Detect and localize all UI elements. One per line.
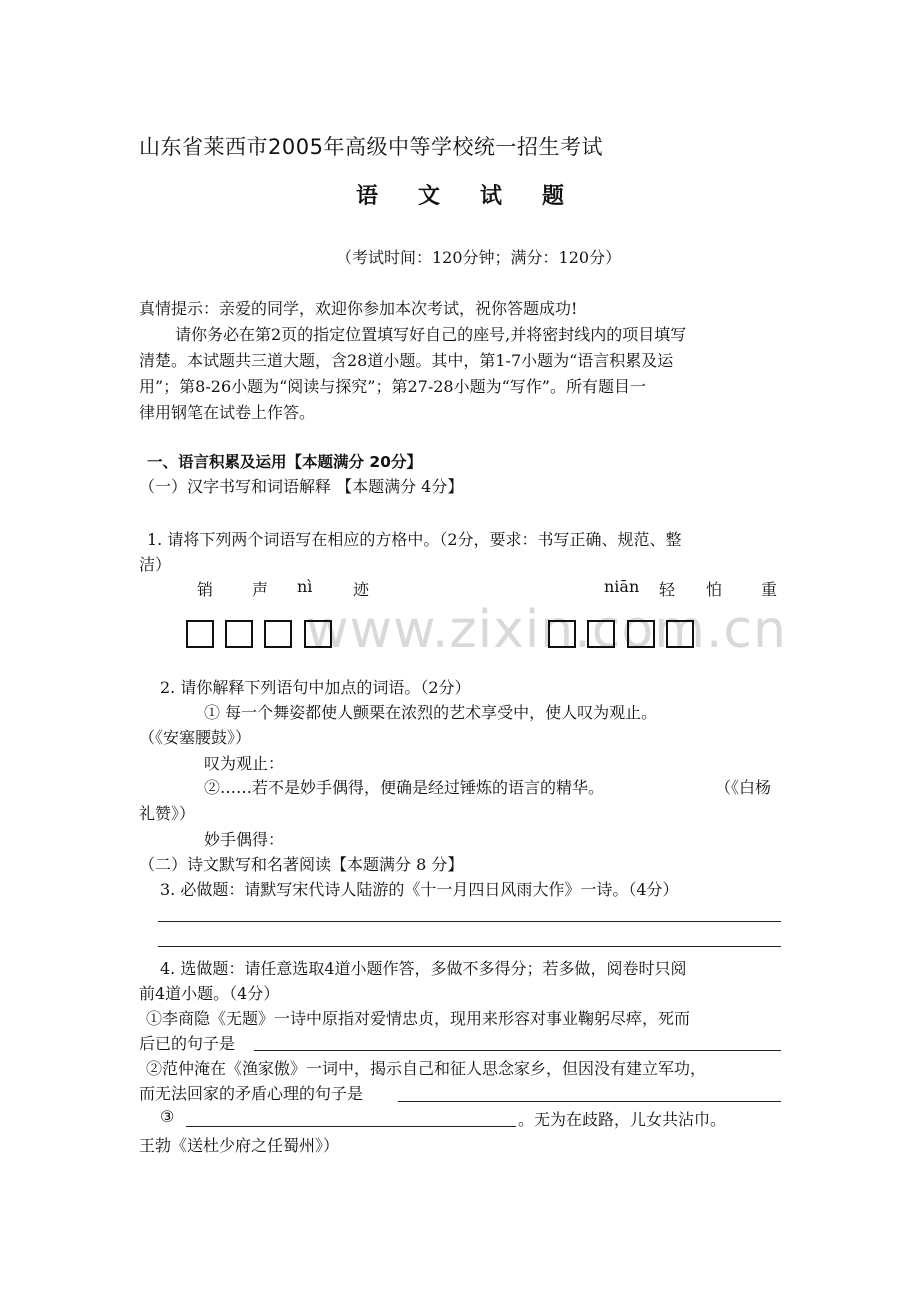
answer-box[interactable] — [548, 620, 576, 648]
word1-char: 迹 — [353, 580, 370, 599]
question-4-item: ②范仲淹在《渔家傲》一词中，揭示自己和征人思念家乡，但因没有建立军功， — [146, 1059, 707, 1078]
answer-line[interactable] — [158, 921, 781, 922]
intro-line: 律用钢笔在试卷上作答。 — [139, 403, 316, 422]
question-2-item: ① 每一个舞姿都使人颤栗在浓烈的艺术享受中，使人叹为观止。 — [204, 703, 658, 722]
answer-box[interactable] — [587, 620, 615, 648]
intro-line: 用”；第8-26小题为“阅读与探究”；第27-28小题为“写作”。所有题目一 — [139, 377, 646, 396]
answer-box[interactable] — [666, 620, 694, 648]
question-4: 4. 选做题：请任意选取4道小题作答，多做不多得分；若多做，阅卷时只阅 — [160, 959, 687, 978]
question-4-item-number: ③ — [160, 1107, 175, 1126]
part-heading: （一）汉字书写和词语解释 【本题满分 4分】 — [139, 477, 464, 496]
answer-box[interactable] — [225, 620, 253, 648]
subject-char: 语 — [356, 184, 380, 209]
question-4-item: 。无为在歧路，儿女共沾巾。 — [518, 1110, 727, 1129]
word1-char: 销 — [197, 580, 214, 599]
question-1-cont: 洁） — [139, 555, 172, 574]
question-4-item: 后已的句子是 — [139, 1034, 236, 1053]
question-2: 2. 请你解释下列语句中加点的词语。（2分） — [160, 678, 471, 697]
answer-box[interactable] — [264, 620, 292, 648]
subject-char: 题 — [542, 184, 566, 209]
answer-line[interactable] — [254, 1050, 781, 1051]
answer-line[interactable] — [158, 946, 781, 947]
answer-box[interactable] — [627, 620, 655, 648]
answer-line[interactable] — [398, 1101, 781, 1102]
subject-char: 文 — [418, 184, 442, 209]
question-4-cont: 前4道小题。（4分） — [139, 984, 280, 1003]
intro-line: 真情提示：亲爱的同学，欢迎你参加本次考试，祝你答题成功! — [139, 299, 578, 318]
question-2-item: ②……若不是妙手偶得，便确是经过锤炼的语言的精华。 — [204, 778, 605, 797]
word2-char: 重 — [761, 580, 778, 599]
exam-info: （考试时间：120分钟；满分：120分） — [336, 248, 622, 267]
question-1: 1. 请将下列两个词语写在相应的方格中。（2分，要求：书写正确、规范、整 — [147, 530, 682, 549]
word1-char: 声 — [252, 580, 269, 599]
question-2-source: （《安塞腰鼓》） — [139, 728, 252, 747]
part-heading: （二）诗文默写和名著阅读【本题满分 8 分】 — [139, 855, 464, 874]
subject-title — [356, 179, 604, 210]
word1-pinyin: nì — [297, 577, 313, 596]
word2-pinyin: niān — [604, 577, 640, 596]
question-4-source: 王勃《送杜少府之任蜀州》） — [139, 1136, 340, 1155]
question-4-item: ①李商隐《无题》一诗中原指对爱情忠贞，现用来形容对事业鞠躬尽瘁，死而 — [146, 1009, 691, 1028]
question-2-source: 礼赞》） — [139, 804, 196, 823]
answer-label: 叹为观止： — [204, 754, 285, 773]
answer-line[interactable] — [186, 1126, 516, 1127]
intro-line: 清楚。本试题共三道大题，含28道小题。其中，第1-7小题为“语言积累及运 — [139, 351, 674, 370]
answer-label: 妙手偶得： — [204, 830, 285, 849]
exam-title: 山东省莱西市2005年高级中等学校统一招生考试 — [139, 135, 603, 159]
question-2-source: （《白杨 — [715, 778, 772, 797]
word2-char: 怕 — [706, 580, 723, 599]
question-3: 3. 必做题：请默写宋代诗人陆游的《十一月四日风雨大作》一诗。（4分） — [160, 880, 679, 899]
watermark: www.zixin.com.cn — [306, 600, 787, 660]
word2-char: 轻 — [659, 580, 676, 599]
question-4-item: 而无法回家的矛盾心理的句子是 — [139, 1084, 364, 1103]
section-heading: 一、语言积累及运用【本题满分 20分】 — [147, 453, 422, 471]
answer-box[interactable] — [186, 620, 214, 648]
subject-char: 试 — [480, 184, 504, 209]
answer-box[interactable] — [304, 620, 332, 648]
intro-line: 请你务必在第2页的指定位置填写好自己的座号,并将密封线内的项目填写 — [175, 325, 687, 344]
